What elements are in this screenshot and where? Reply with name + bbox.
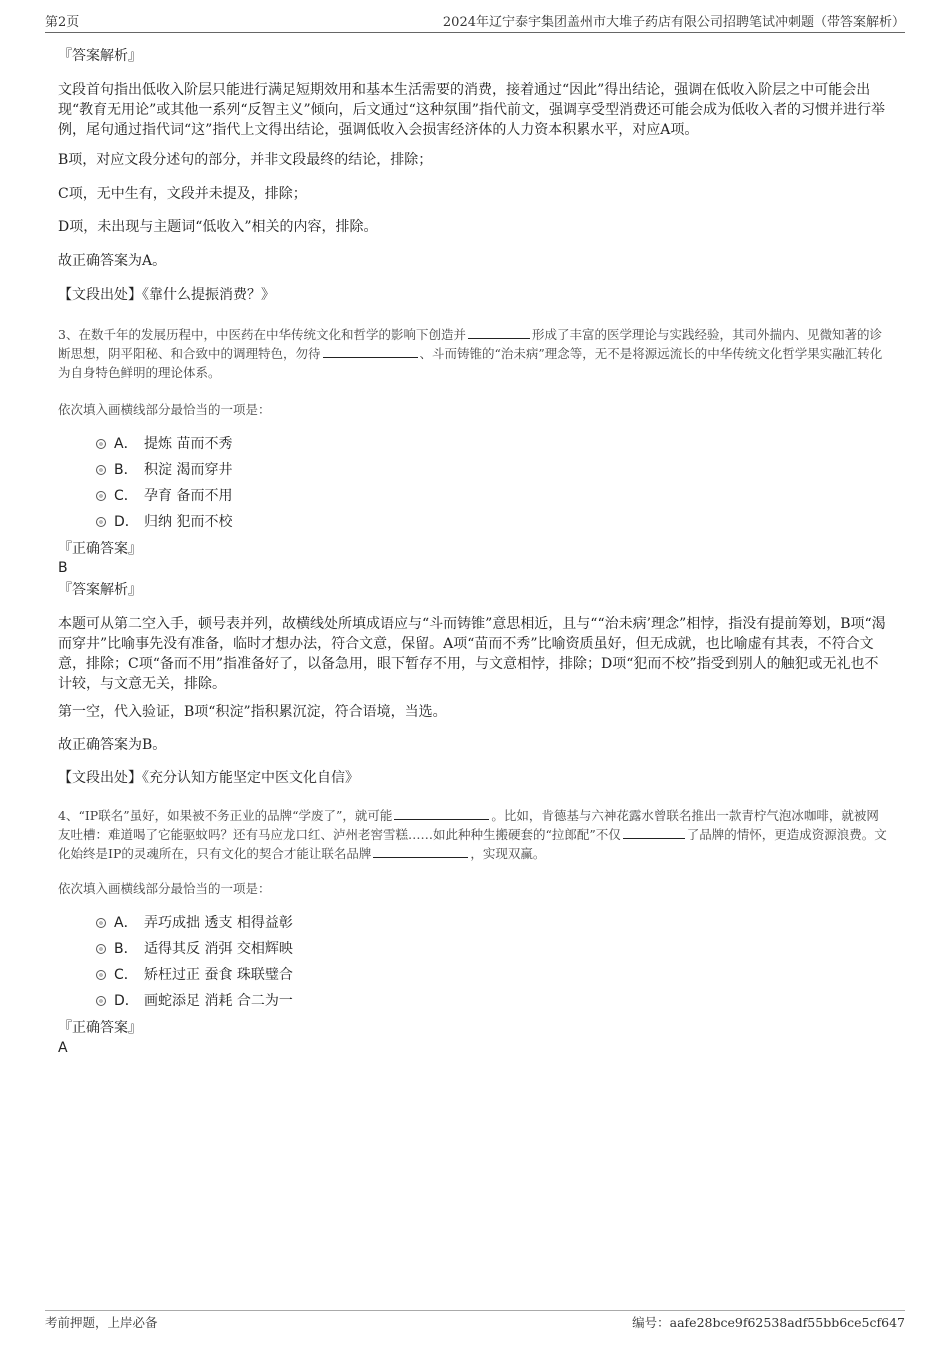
option-b[interactable] xyxy=(96,460,232,480)
page-footer xyxy=(45,1310,905,1330)
conclusion-line: 故正确答案为B。 xyxy=(58,737,167,753)
question-stem xyxy=(58,325,890,382)
fill-blank xyxy=(373,844,468,858)
option-c[interactable] xyxy=(96,486,232,506)
source-line: 【文段出处】《靠什么提振消费？》 xyxy=(58,287,275,303)
option-letter: B． xyxy=(114,941,138,957)
fill-blank xyxy=(623,825,685,839)
analysis-label: 『答案解析』 xyxy=(58,582,142,598)
option-d[interactable] xyxy=(96,512,232,532)
analysis-paragraph: 文段首句指出低收入阶层只能进行满足短期效用和基本生活需要的消费，接着通过“因此”得出结论，强调在低收入阶层之中可能会出现“教育无用论”或其他一系列“反智主义”倾向，后文通过“这种氛围”指代前文，强调享受型消费还可能会成为低收入者的习惯并进行举例，尾句通过指代词“这”指代上文得出结论，强调低收入会损害经济体的人力资本积累水平，对应A项。 xyxy=(58,82,885,138)
option-text: 积淀 渴而穿井 xyxy=(144,462,233,478)
option-c[interactable] xyxy=(96,965,293,985)
option-b[interactable] xyxy=(96,939,293,959)
radio-icon[interactable] xyxy=(96,918,106,928)
analysis-paragraph: 本题可从第二空入手，顿号表并列，故横线处所填成语应与“斗而铸锥”意思相近，且与““治未病’理念”相悖，指没有提前筹划，B项“渴而穿井”比喻事先没有准备，临时才想办法，符合文意，保留。A项“苗而不秀”比喻资质虽好，但无成就，也比喻虚有其表，不符合文意，排除；C项“备而不用”指准备好了，以备急用，眼下暂存不用，与文意相悖，排除；D项“犯而不校”指受到别人的触犯或无礼也不计较，与文意无关，排除。 xyxy=(58,616,886,692)
document-title: 2024年辽宁泰宇集团盖州市大堆子药店有限公司招聘笔试冲刺题（带答案解析） xyxy=(442,15,905,30)
analysis-paragraph: 第一空，代入验证，B项“积淀”指积累沉淀，符合语境，当选。 xyxy=(58,704,447,720)
radio-icon[interactable] xyxy=(96,517,106,527)
fill-blank xyxy=(394,806,489,820)
option-text: 归纳 犯而不校 xyxy=(144,514,233,530)
stem-text: 了品牌的情怀，更造成资源浪费。文化始终是IP的灵魂所在，只有文化的契合才能让联名品牌 xyxy=(58,827,887,861)
analysis-label: 『答案解析』 xyxy=(58,48,142,64)
question-prompt: 依次填入画横线部分最恰当的一项是： xyxy=(58,402,271,417)
radio-icon[interactable] xyxy=(96,465,106,475)
stem-text: 形成了丰富的医学理论与实践经验，其司外揣内、见微知著的诊断思想，阴平阳秘、和合致中的调理特色，勿待 xyxy=(58,327,882,361)
analysis-paragraph: C项，无中生有，文段并未提及，排除； xyxy=(58,186,307,202)
stem-text: 3、在数千年的发展历程中，中医药在中华传统文化和哲学的影响下创造并 xyxy=(58,327,466,342)
option-letter: C． xyxy=(114,488,138,504)
option-text: 画蛇添足 消耗 合二为一 xyxy=(144,993,293,1009)
fill-blank xyxy=(468,325,530,339)
answer-value: A xyxy=(58,1040,68,1056)
stem-text: 。比如，肯德基与六神花露水曾联名推出一款青柠气泡冰咖啡，就被网友吐槽：难道喝了它能驱蚊吗？还有马应龙口红、泸州老窖雪糕……如此种种生搬硬套的“拉郎配”不仅 xyxy=(58,808,879,842)
question-stem xyxy=(58,806,890,863)
answer-value: B xyxy=(58,560,68,576)
radio-icon[interactable] xyxy=(96,491,106,501)
radio-icon[interactable] xyxy=(96,439,106,449)
option-d[interactable] xyxy=(96,991,293,1011)
question-prompt: 依次填入画横线部分最恰当的一项是： xyxy=(58,881,271,896)
fill-blank xyxy=(323,344,418,358)
page-number: 第2页 xyxy=(45,15,80,30)
conclusion-line: 故正确答案为A。 xyxy=(58,253,167,269)
option-letter: A． xyxy=(114,915,138,931)
analysis-paragraph: D项，未出现与主题词“低收入”相关的内容，排除。 xyxy=(58,219,378,235)
stem-text: 、斗而铸锥的“治未病”理念等，无不是将源远流长的中华传统文化哲学果实融汇转化为自身特色鲜明的理论体系。 xyxy=(58,346,883,380)
option-text: 孕育 备而不用 xyxy=(144,488,233,504)
option-letter: D． xyxy=(114,993,139,1009)
radio-icon[interactable] xyxy=(96,944,106,954)
answer-label: 『正确答案』 xyxy=(58,541,142,557)
source-line: 【文段出处】《充分认知方能坚定中医文化自信》 xyxy=(58,770,359,786)
option-letter: B． xyxy=(114,462,138,478)
option-text: 矫枉过正 蚕食 珠联璧合 xyxy=(144,967,293,983)
radio-icon[interactable] xyxy=(96,970,106,980)
option-text: 适得其反 消弭 交相辉映 xyxy=(144,941,293,957)
option-a[interactable] xyxy=(96,913,293,933)
option-a[interactable] xyxy=(96,434,232,454)
option-text: 弄巧成拙 透支 相得益彰 xyxy=(144,915,293,931)
option-text: 提炼 苗而不秀 xyxy=(144,436,233,452)
stem-text: 4、“IP联名”虽好，如果被不务正业的品牌“学废了”，就可能 xyxy=(58,808,393,823)
option-letter: A． xyxy=(114,436,138,452)
radio-icon[interactable] xyxy=(96,996,106,1006)
footer-slogan: 考前押题，上岸必备 xyxy=(45,1315,158,1330)
option-letter: C． xyxy=(114,967,138,983)
analysis-paragraph: B项，对应文段分述句的部分，并非文段最终的结论，排除； xyxy=(58,152,433,168)
page-header xyxy=(45,14,905,33)
document-code: 编号：aafe28bce9f62538adf55bb6ce5cf647 xyxy=(632,1315,905,1330)
stem-text: ，实现双赢。 xyxy=(470,846,546,861)
option-letter: D． xyxy=(114,514,139,530)
answer-label: 『正确答案』 xyxy=(58,1020,142,1036)
